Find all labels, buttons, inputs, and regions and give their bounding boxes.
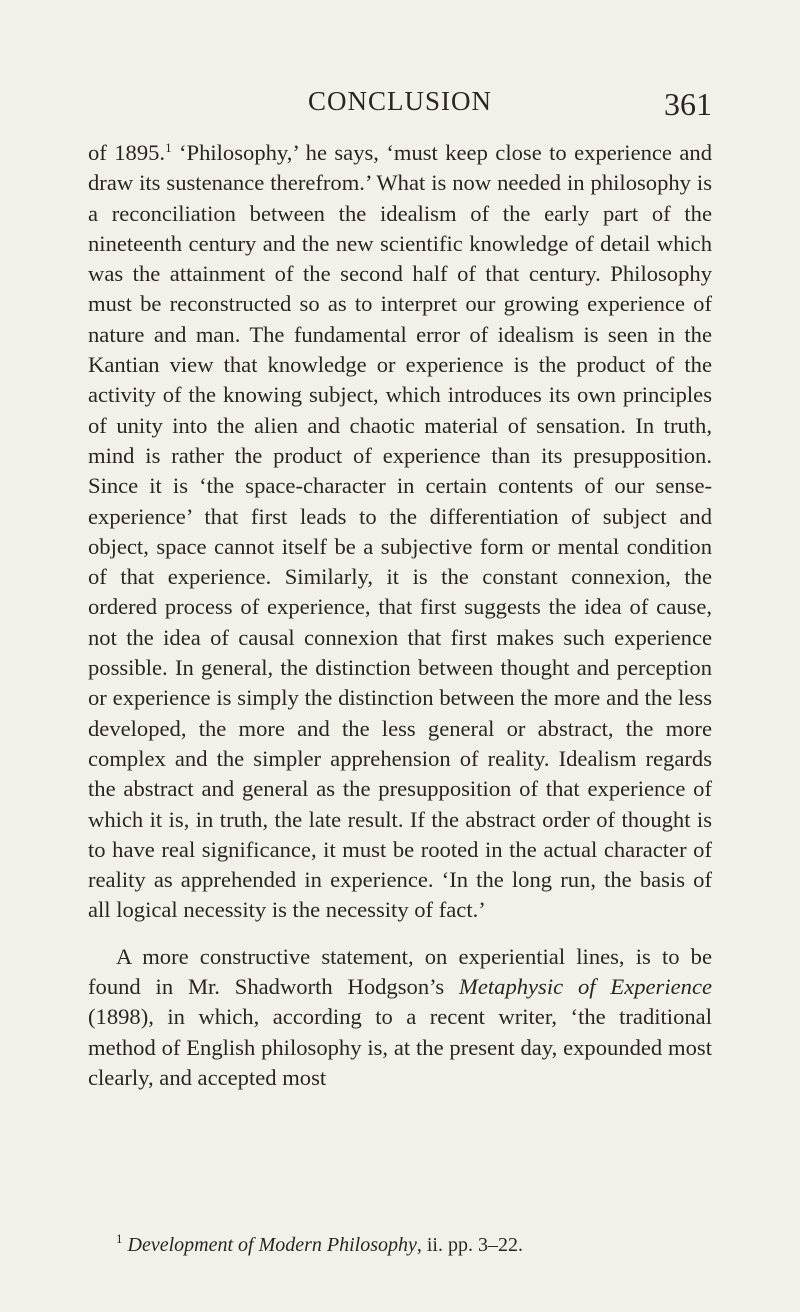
footnote-book-title: Development of Modern Philosophy [127,1234,417,1256]
running-head: CONCLUSION [307,86,492,116]
body-text [88,138,712,1093]
footnote-text: , ii. pp. 3–22. [416,1234,523,1256]
paragraph-2-text-b: (1898), in which, according to a recent writer, ‘the traditional method of English philosophy is, at the present day, expounded most clearly, and accepted most [88,1004,712,1090]
book-title-metaphysic: Metaphysic of Experience [459,974,712,1000]
footnote-marker: 1 [116,1231,123,1246]
page-header [88,86,712,126]
footnote [88,1232,712,1258]
paragraph-1-text: ‘Philosophy,’ he says, ‘must keep close to experience and draw its sustenance therefrom.’ What is now needed in philosophy is a reconciliation between the idealism of the early part of the nineteenth century and the new scientific knowledge of detail which was the attainment of the second half of that century. Philosophy must be reconstructed so as to interpret our growing experience of nature and man. The fundamental error of idealism is seen in the Kantian view that knowledge or experience is the product of the activity of the knowing subject, which introduces its own principles of unity into the alien and chaotic material of sensation. In truth, mind is rather the product of experience than its presupposition. Since it is ‘the space-character in certain contents of our sense-experience’ that first leads to the differentiation of subject and object, space cannot itself be a subjective form or mental condition of that experience. Similarly, it is the constant connexion, the ordered process of experience, that first suggests the idea of cause, not the idea of causal connexion that first makes such experience possible. In general, the distinction between thought and perception or experience is simply the distinction between the more and the less developed, the more and the less general or abstract, the more complex and the simpler apprehension of reality. Idealism regards the abstract and general as the presupposition of that experience of which it is, in truth, the late result. If the abstract order of thought is to have real significance, it must be rooted in the actual character of reality as apprehended in experience. ‘In the long run, the basis of all logical necessity is the necessity of fact.’ [88,140,712,923]
paragraph-1 [88,138,712,926]
footnote-reference: 1 [165,140,172,155]
page-number: 361 [664,86,712,122]
paragraph-1-opening: of 1895. [88,140,166,165]
paragraph-2 [88,942,712,1093]
paragraph-2-text-a: A more constructive statement, on experiential lines, is to be found in Mr. Shadworth Hodgson’s [88,943,712,1000]
